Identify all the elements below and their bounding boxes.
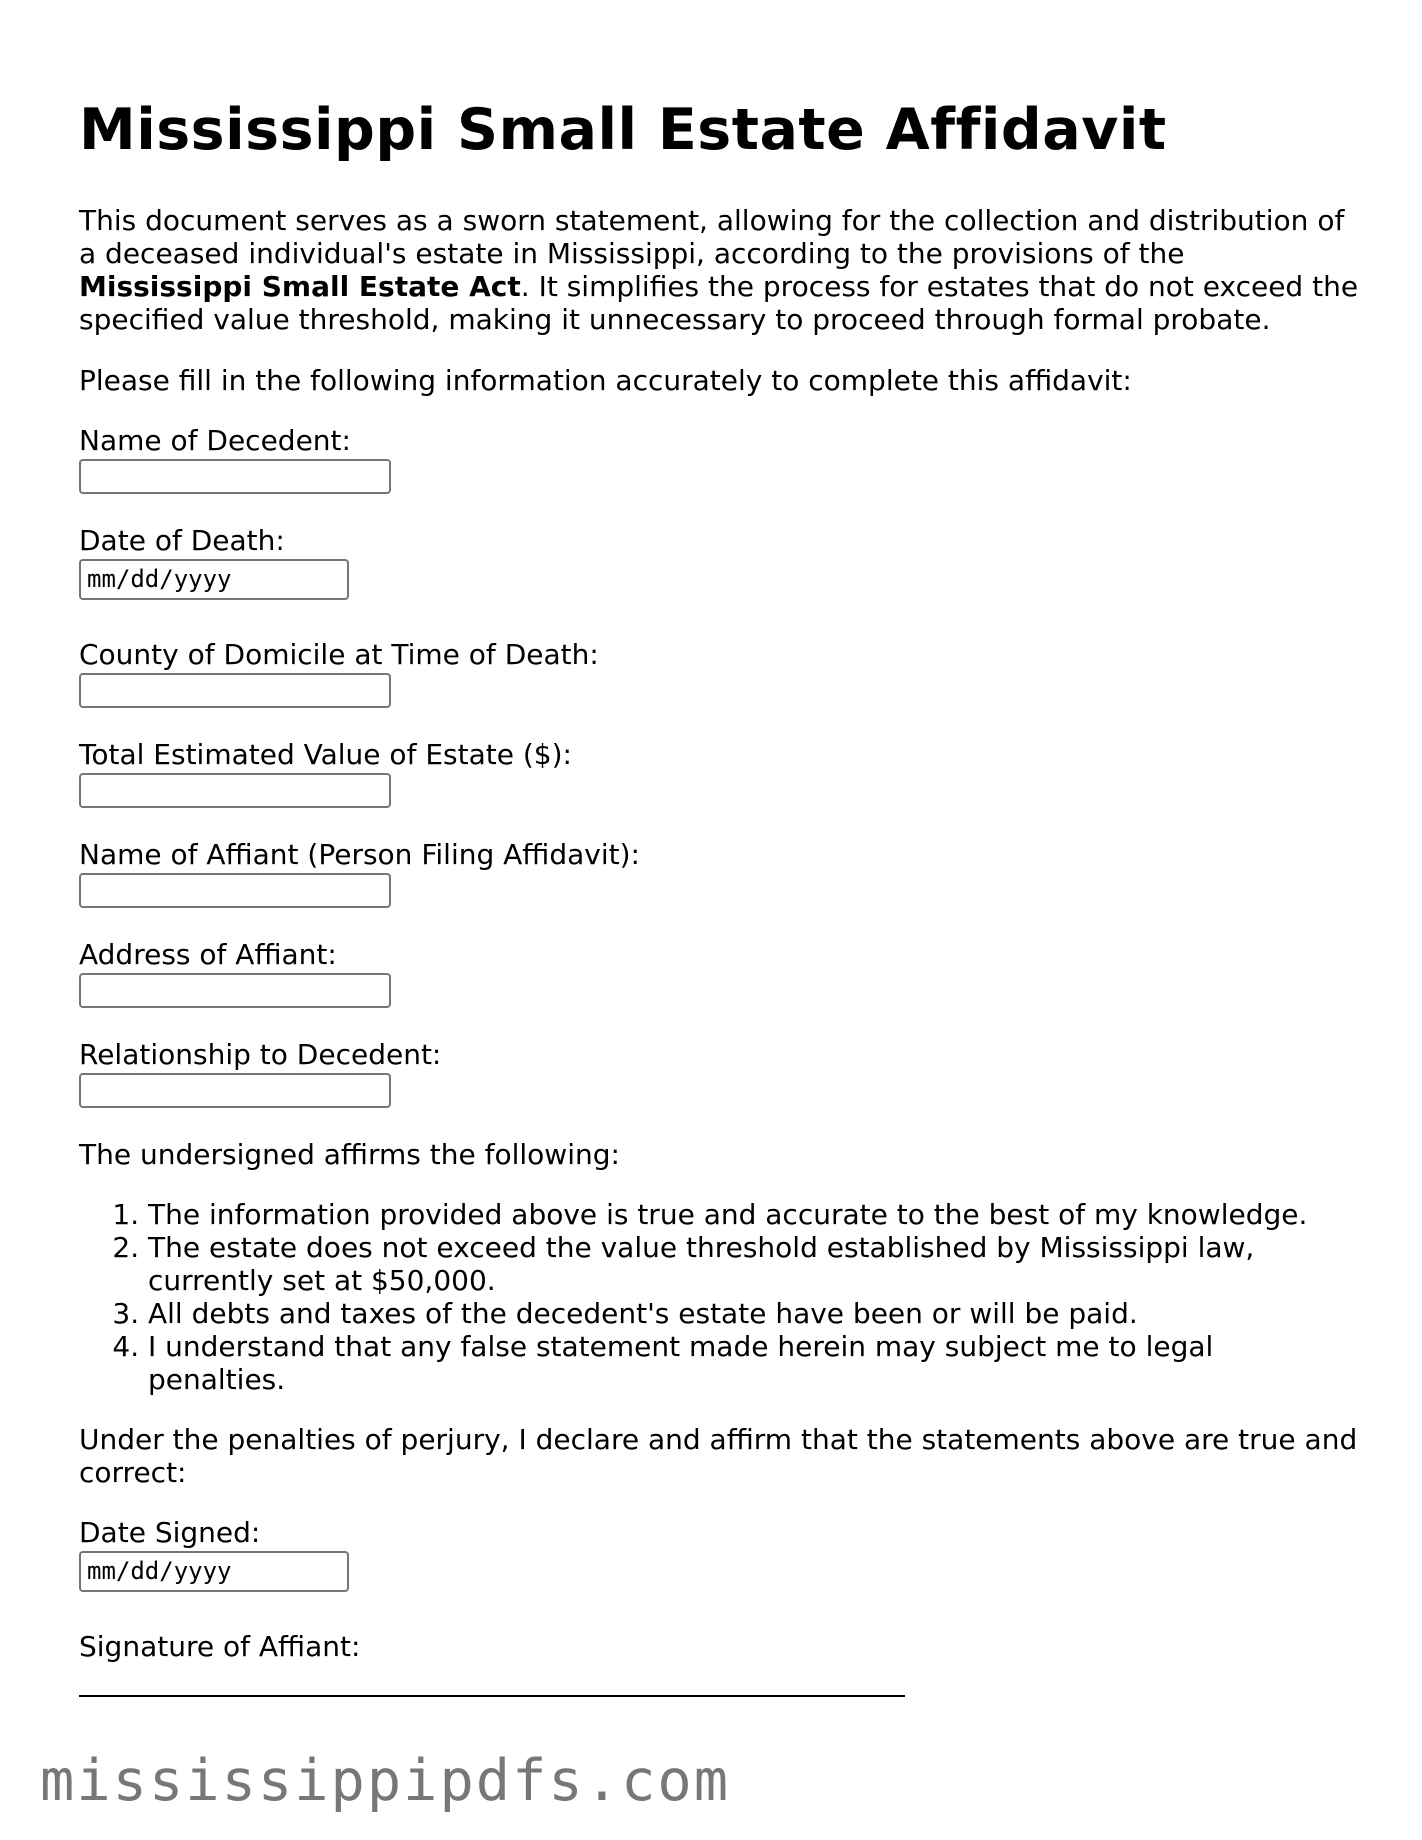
relationship-field <box>79 1038 1359 1108</box>
instructions: Please fill in the following information accurately to complete this affidavit: <box>79 364 1132 398</box>
decedent-name-label: Name of Decedent: <box>79 424 351 458</box>
date-of-death-label: Date of Death: <box>79 524 285 558</box>
affirmation-item: 3. All debts and taxes of the decedent's estate have been or will be paid. <box>148 1297 1359 1330</box>
affirmation-item: 4. I understand that any false statement made herein may subject me to legal penalties. <box>148 1330 1359 1396</box>
affirmation-item: 1. The information provided above is true and accurate to the best of my knowledge. <box>148 1198 1359 1231</box>
page-title: Mississippi Small Estate Affidavit <box>79 97 1167 163</box>
date-signed-field <box>79 1516 1359 1592</box>
intro-paragraph <box>79 204 1359 336</box>
act-name: Mississippi Small Estate Act <box>79 270 521 304</box>
perjury-statement: Under the penalties of perjury, I declare and affirm that the statements above are true and correct: <box>79 1423 1358 1490</box>
decedent-name-input[interactable] <box>79 459 391 494</box>
signature-field <box>79 1630 1359 1697</box>
estate-value-label: Total Estimated Value of Estate ($): <box>79 738 572 772</box>
affiant-name-input[interactable] <box>79 873 391 908</box>
intro-text-start: This document serves as a sworn statement, allowing for the collection and distribution of a deceased individual's estate in Mississippi, according to the provisions of the <box>79 204 1345 271</box>
affirmation-item: 2. The estate does not exceed the value threshold established by Mississippi law, currently set at $50,000. <box>148 1231 1359 1297</box>
affiant-name-label: Name of Affiant (Person Filing Affidavit): <box>79 838 640 872</box>
relationship-label: Relationship to Decedent: <box>79 1038 442 1072</box>
estate-value-field <box>79 738 1359 808</box>
county-input[interactable] <box>79 673 391 708</box>
affidavit-form <box>79 96 1359 1697</box>
decedent-name-field <box>79 424 1359 494</box>
affirms-heading: The undersigned affirms the following: <box>79 1138 620 1172</box>
affiant-address-field <box>79 938 1359 1008</box>
date-signed-label: Date Signed: <box>79 1516 261 1550</box>
affirmations-list <box>79 1198 1359 1396</box>
affiant-name-field <box>79 838 1359 908</box>
affiant-address-input[interactable] <box>79 973 391 1008</box>
county-field <box>79 638 1359 708</box>
signature-line[interactable] <box>79 1695 905 1697</box>
county-label: County of Domicile at Time of Death: <box>79 638 599 672</box>
affiant-address-label: Address of Affiant: <box>79 938 337 972</box>
signature-label: Signature of Affiant: <box>79 1630 361 1664</box>
watermark: mississippipdfs.com <box>40 1748 731 1814</box>
date-signed-input[interactable]: mm/dd/yyyy <box>79 1551 349 1592</box>
date-of-death-input[interactable]: mm/dd/yyyy <box>79 559 349 600</box>
relationship-input[interactable] <box>79 1073 391 1108</box>
date-of-death-field <box>79 524 1359 600</box>
intro-text-end: . It simplifies the process for estates that do not exceed the specified value threshold, making it unnecessary to proceed through formal probate. <box>79 270 1359 337</box>
estate-value-input[interactable] <box>79 773 391 808</box>
